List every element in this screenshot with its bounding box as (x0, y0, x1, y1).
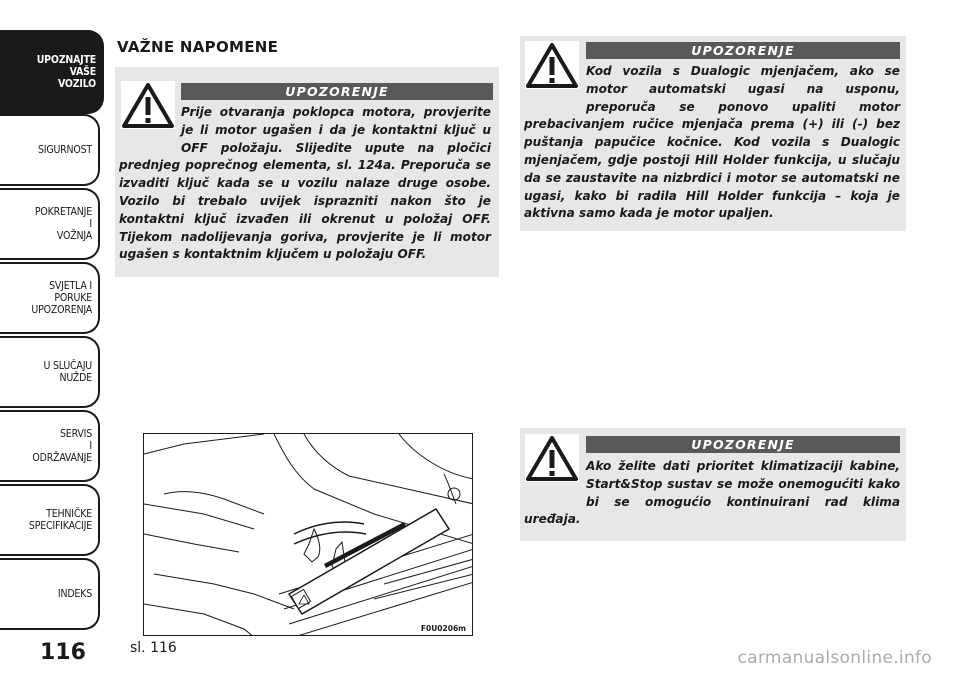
tab-svjetla-i-poruke[interactable]: SVJETLA I PORUKE UPOZORENJA (0, 262, 100, 334)
tab-u-slucaju-nuzde[interactable]: U SLUČAJU NUŽDE (0, 336, 100, 408)
warning-text (524, 63, 900, 223)
tab-upoznajte-vase-vozilo[interactable]: UPOZNAJTE VAŠE VOZILO (0, 30, 104, 114)
text-wrap-spacer (119, 104, 181, 156)
text-wrap-spacer (524, 458, 586, 510)
warning-box-right-bottom (520, 428, 906, 541)
warning-heading: UPOZORENJE (691, 437, 795, 452)
warning-text (524, 458, 900, 529)
warning-heading-bar (586, 42, 900, 59)
tab-tehnicke-specifikacije[interactable]: TEHNIČKE SPECIFIKACIJE (0, 484, 100, 556)
warning-box-right-top (520, 36, 906, 231)
page-number: 116 (40, 640, 86, 665)
warning-body: Prije otvaranja poklopca motora, provjerite je li motor ugašen i da je kontaktni ključ u OFF položaju. Slijedite upute na pločici prednjeg poprečnog elementa, sl. 124a. Preporuča se izvaditi ključ kada se u vozilu nalaze druge osobe. Vozilo bi trebalo uvijek isprazniti nakon što je kontaktni ključ izvađen ili okrenut u položaj OFF. Tijekom nadolijevanja goriva, provjerite je li motor ugašen s kontaktnim ključem u položaju OFF. (119, 105, 491, 262)
engine-bay-illustration (144, 434, 473, 636)
text-wrap-spacer (524, 63, 586, 115)
tab-servis-i-odrzavanje[interactable]: SERVIS I ODRŽAVANJE (0, 410, 100, 482)
warning-body: Kod vozila s Dualogic mjenjačem, ako se motor automatski ugasi na usponu, preporuča se ponovo upaliti motor prebacivanjem ručice mjenjača prema (+) ili (-) bez puštanja papučice kočnice. Kod vozila s Dualogic mjenjačem, gdje postoji Hill Holder funkcija, u slučaju da se zaustavite na nizbrdici i motor se automatski ne ugasi, kako bi radila Hill Holder funkcija – koja je aktivna samo kada je motor upaljen. (524, 64, 900, 221)
section-title: VAŽNE NAPOMENE (117, 38, 279, 56)
warning-body: Ako želite dati prioritet klimatizaciji kabine, Start&Stop sustav se može onemogućiti kako bi se omogućio kontinuirani rad klima uređaja. (524, 459, 900, 527)
site-watermark: carmanualsonline.info (737, 648, 932, 668)
warning-heading: UPOZORENJE (691, 43, 795, 58)
tab-sigurnost[interactable]: SIGURNOST (0, 114, 100, 186)
warning-heading-bar (181, 83, 493, 100)
tab-indeks[interactable]: INDEKS (0, 558, 100, 630)
warning-heading: UPOZORENJE (285, 84, 389, 99)
figure-caption: sl. 116 (130, 640, 177, 656)
tab-pokretanje-i-voznja[interactable]: POKRETANJE I VOŽNJA (0, 188, 100, 260)
warning-text (119, 104, 491, 264)
warning-heading-bar (586, 436, 900, 453)
figure-code: F0U0206m (420, 624, 466, 633)
engine-bay-figure (143, 433, 473, 636)
warning-box-left (115, 67, 499, 277)
